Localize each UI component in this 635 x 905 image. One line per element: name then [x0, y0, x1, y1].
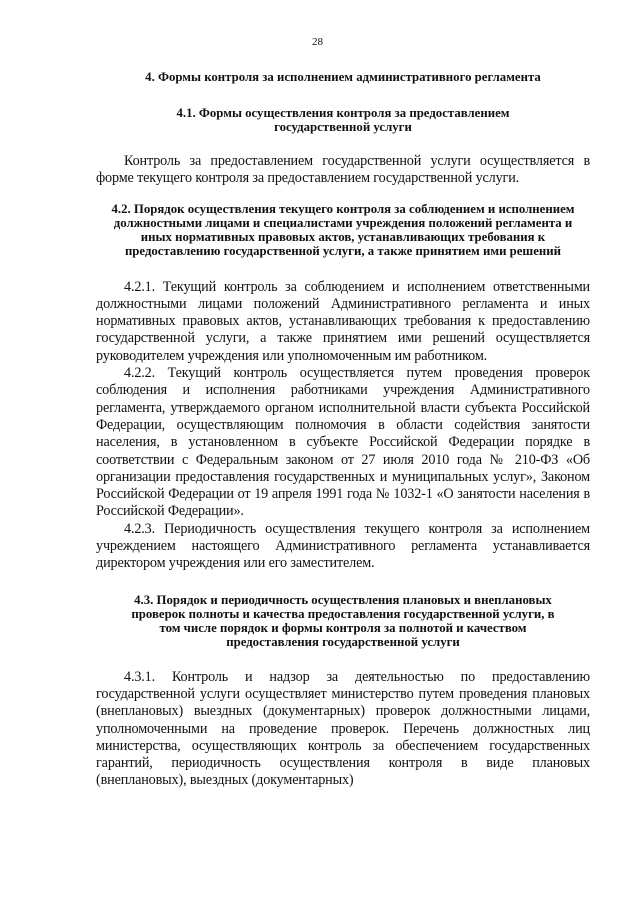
- section-heading: 4.3. Порядок и периодичность осуществления плановых и внеплановых проверок полноты и качества предоставления государственной услуги, в том числе порядок и формы контроля за полнотой и качеством предоставления государственной услуги: [131, 592, 555, 649]
- document-body: [96, 70, 590, 790]
- paragraph: Контроль за предоставлением государственной услуги осуществляется в форме текущего контроля за предоставлением государственной услуги.: [96, 153, 590, 187]
- paragraph: 4.3.1. Контроль и надзор за деятельностью по предоставлению государственной услуги осуществляет министерство путем проведения плановых (внеплановых) выездных (документарных) проверок должностными лицами, уполномоченными на проведение проверок. Перечень должностных лиц министерства, осуществляющих контроль за обеспечением государственных гарантий, периодичность осуществления контроля в виде плановых (внеплановых), выездных (документарных): [96, 668, 590, 789]
- section-heading: 4.2. Порядок осуществления текущего контроля за соблюдением и исполнением должностными лицами и специалистами учреждения положений регламента и иных нормативных правовых актов, устанавливающих требования к предоставлению государственной услуги, а также принятием ими решений: [111, 201, 575, 258]
- section-heading: 4.1. Формы осуществления контроля за предоставлением государственной услуги: [176, 106, 510, 134]
- page-number: 28: [312, 36, 323, 48]
- paragraph: 4.2.3. Периодичность осуществления текущего контроля за исполнением учреждением настоящего Административного регламента устанавливается директором учреждения или его заместителем.: [96, 520, 590, 572]
- paragraph: 4.2.1. Текущий контроль за соблюдением и исполнением ответственными должностными лицами положений Административного регламента и иных нормативных правовых актов, устанавливающих требования к предоставлению государственной услуги, а также принятием ими решений осуществляется руководителем учреждения или уполномоченным им работником.: [96, 278, 590, 364]
- section-heading: 4. Формы контроля за исполнением административного регламента: [145, 70, 541, 84]
- paragraph: 4.2.2. Текущий контроль осуществляется путем проведения проверок соблюдения и исполнения работниками учреждения Административного регламента, утверждаемого органом исполнительной власти субъекта Российской Федерации, осуществляющим полномочия в области содействия занятости населения, в установленном в субъекте Российской Федерации порядке в соответствии с Федеральным законом от 27 июля 2010 года № 210-ФЗ «Об организации предоставления государственных и муниципальных услуг», Законом Российской Федерации от 19 апреля 1991 года № 1032-1 «О занятости населения в Российской Федерации».: [96, 365, 590, 520]
